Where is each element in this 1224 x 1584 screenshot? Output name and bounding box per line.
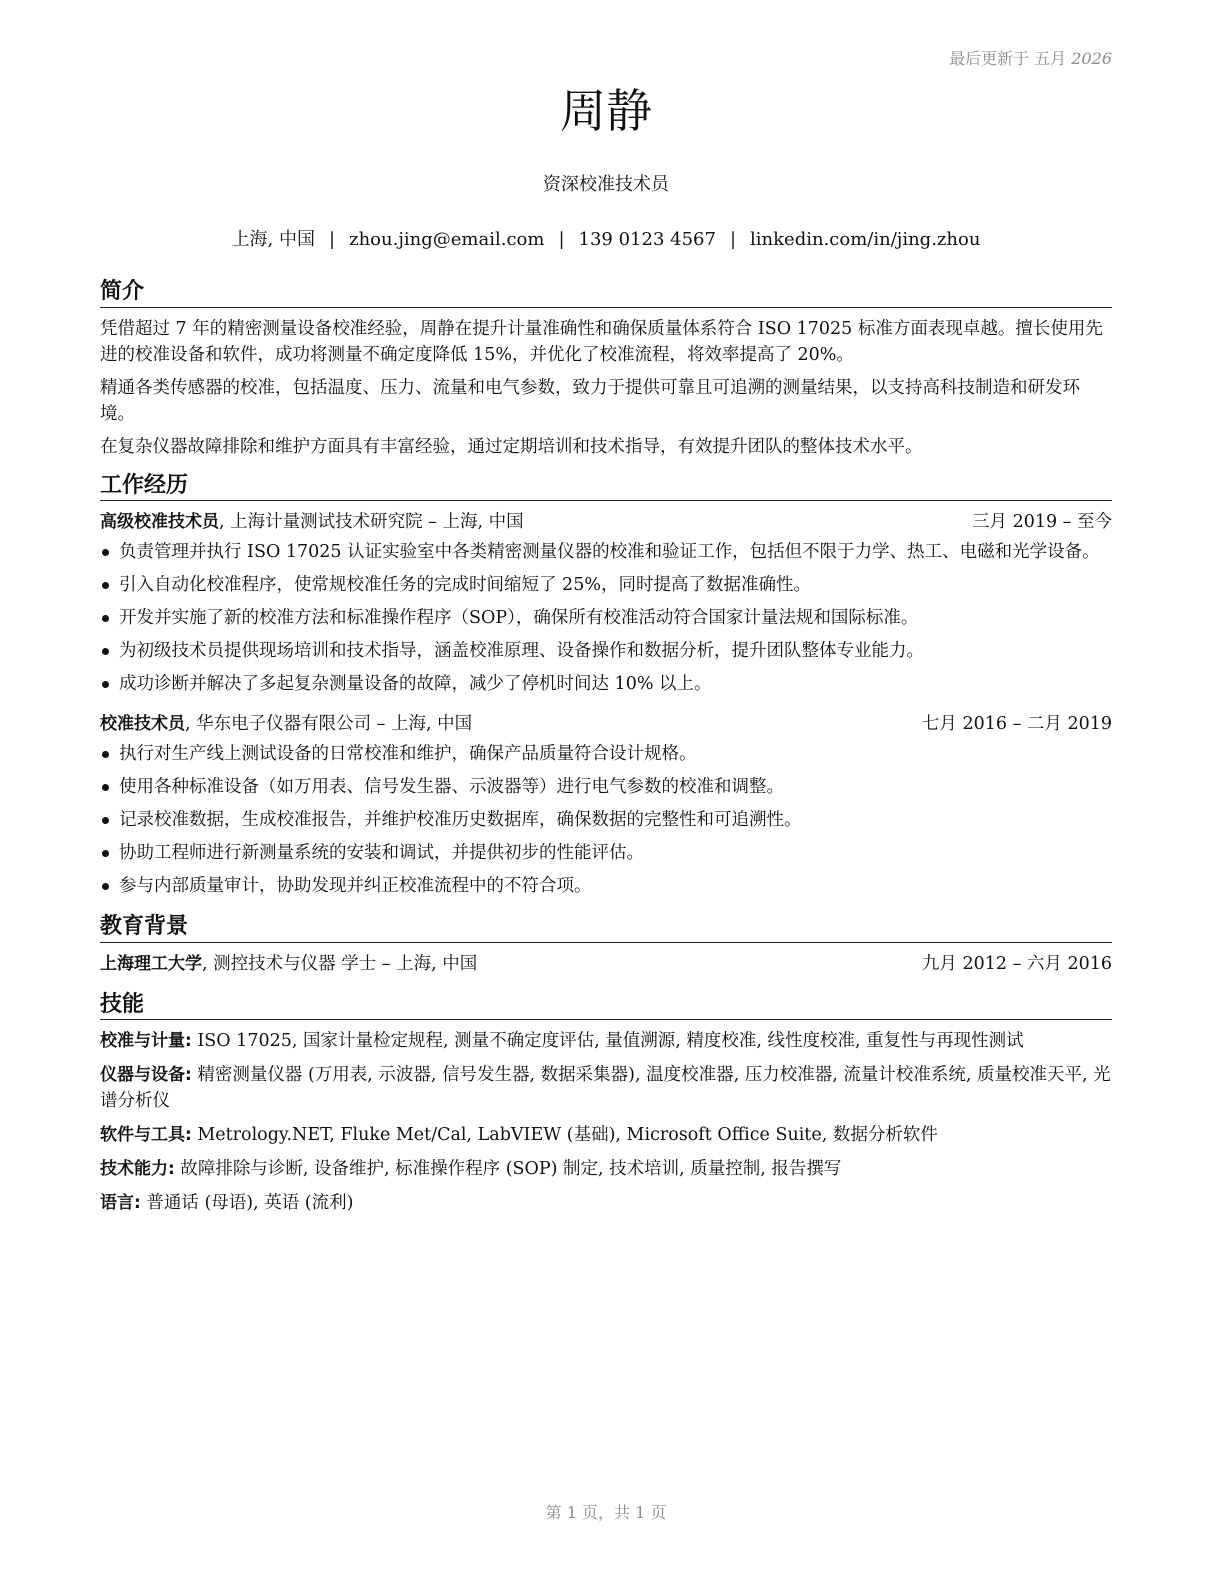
- skill-row: [100, 1190, 1112, 1216]
- job-entry: [100, 711, 1112, 899]
- summary-section: [100, 278, 1112, 460]
- contact-separator: |: [329, 229, 336, 250]
- summary-paragraph: 凭借超过 7 年的精密测量设备校准经验，周静在提升计量准确性和确保质量体系符合 ISO 17025 标准方面表现卓越。擅长使用先进的校准设备和软件，成功将测量不确定度降低 15%，并优化了校准流程，将效率提高了 20%。: [100, 318, 1103, 365]
- job-bullets: [100, 539, 1112, 697]
- candidate-headline: 资深校准技术员: [543, 174, 669, 195]
- job-bullet: 执行对生产线上测试设备的日常校准和维护，确保产品质量符合设计规格。: [100, 741, 1112, 767]
- job-bullets: [100, 741, 1112, 899]
- skills-section: [100, 991, 1112, 1217]
- skill-label: 仪器与设备:: [100, 1065, 192, 1085]
- experience-section: [100, 472, 1112, 900]
- job-role: 校准技术员: [100, 714, 185, 734]
- job-bullet: 参与内部质量审计，协助发现并纠正校准流程中的不符合项。: [100, 873, 1112, 899]
- contact-email[interactable]: zhou.jing@email.com: [349, 229, 545, 250]
- education-header: [100, 951, 1112, 977]
- resume-page: [100, 0, 1112, 1584]
- job-bullet: 记录校准数据，生成校准报告，并维护校准历史数据库，确保数据的完整性和可追溯性。: [100, 807, 1112, 833]
- contact-phone[interactable]: 139 0123 4567: [578, 229, 716, 250]
- job-bullet: 使用各种标准设备（如万用表、信号发生器、示波器等）进行电气参数的校准和调整。: [100, 774, 1112, 800]
- skill-row: [100, 1156, 1112, 1182]
- job-dates: 三月 2019 – 至今: [972, 512, 1112, 532]
- job-bullet: 成功诊断并解决了多起复杂测量设备的故障，减少了停机时间达 10% 以上。: [100, 671, 1112, 697]
- summary-paragraph: 精通各类传感器的校准，包括温度、压力、流量和电气参数，致力于提供可靠且可追溯的测量结果，以支持高科技制造和研发环境。: [100, 377, 1080, 424]
- skill-row: [100, 1122, 1112, 1148]
- job-dates: 七月 2016 – 二月 2019: [921, 714, 1112, 734]
- updated-year: 2026: [1071, 49, 1112, 68]
- contact-linkedin[interactable]: linkedin.com/in/jing.zhou: [750, 229, 981, 250]
- education-detail: , 测控技术与仪器 学士 – 上海, 中国: [202, 953, 478, 974]
- job-bullet: 协助工程师进行新测量系统的安装和调试，并提供初步的性能评估。: [100, 840, 1112, 866]
- contact-location: 上海, 中国: [231, 229, 316, 250]
- page-footer: 第 1 页，共 1 页: [545, 1503, 667, 1522]
- job-title-line: [100, 711, 472, 737]
- skill-label: 校准与计量:: [100, 1031, 192, 1051]
- skill-label: 语言:: [100, 1193, 141, 1213]
- skill-value: Metrology.NET, Fluke Met/Cal, LabVIEW (基础), Microsoft Office Suite, 数据分析软件: [191, 1125, 938, 1145]
- job-entry: [100, 509, 1112, 697]
- education-entry: [100, 951, 1112, 977]
- job-bullet: 负责管理并执行 ISO 17025 认证实验室中各类精密测量仪器的校准和验证工作，包括但不限于力学、热工、电磁和光学设备。: [100, 539, 1112, 565]
- skill-value: 精密测量仪器 (万用表, 示波器, 信号发生器, 数据采集器), 温度校准器, 压力校准器, 流量计校准系统, 质量校准天平, 光谱分析仪: [100, 1065, 1111, 1111]
- section-title-experience: 工作经历: [100, 472, 1112, 502]
- resume-content: [100, 278, 1112, 1228]
- job-bullet: 引入自动化校准程序，使常规校准任务的完成时间缩短了 25%，同时提高了数据准确性。: [100, 572, 1112, 598]
- summary-paragraph: 在复杂仪器故障排除和维护方面具有丰富经验，通过定期培训和技术指导，有效提升团队的整体技术水平。: [100, 436, 923, 457]
- job-bullet: 为初级技术员提供现场培训和技术指导，涵盖校准原理、设备操作和数据分析，提升团队整体专业能力。: [100, 638, 1112, 664]
- job-org: , 华东电子仪器有限公司 – 上海, 中国: [185, 714, 473, 734]
- contact-separator: |: [558, 229, 565, 250]
- skill-label: 技术能力:: [100, 1159, 175, 1179]
- section-title-summary: 简介: [100, 278, 1112, 308]
- job-header: [100, 711, 1112, 737]
- contact-separator: |: [729, 229, 737, 250]
- section-title-skills: 技能: [100, 991, 1112, 1021]
- job-org: , 上海计量测试技术研究院 – 上海, 中国: [219, 512, 524, 532]
- updated-prefix: 最后更新于: [949, 49, 1030, 68]
- candidate-name: 周静: [560, 84, 652, 138]
- skill-row: [100, 1028, 1112, 1054]
- skill-value: 故障排除与诊断, 设备维护, 标准操作程序 (SOP) 制定, 技术培训, 质量控制, 报告撰写: [174, 1159, 842, 1179]
- education-dates: 九月 2012 – 六月 2016: [921, 953, 1112, 974]
- contact-line: [100, 225, 1112, 251]
- job-role: 高级校准技术员: [100, 512, 219, 532]
- updated-month: 五月: [1034, 49, 1067, 68]
- last-updated: [949, 46, 1112, 69]
- education-line: [100, 951, 477, 977]
- skill-row: [100, 1062, 1112, 1114]
- skill-value: 普通话 (母语), 英语 (流利): [140, 1193, 354, 1213]
- job-bullet: 开发并实施了新的校准方法和标准操作程序（SOP），确保所有校准活动符合国家计量法规和国际标准。: [100, 605, 1112, 631]
- skill-value: ISO 17025, 国家计量检定规程, 测量不确定度评估, 量值溯源, 精度校准, 线性度校准, 重复性与再现性测试: [191, 1031, 1024, 1051]
- education-school: 上海理工大学: [100, 953, 202, 974]
- job-header: [100, 509, 1112, 535]
- job-title-line: [100, 509, 524, 535]
- skill-label: 软件与工具:: [100, 1125, 192, 1145]
- education-section: [100, 913, 1112, 977]
- section-title-education: 教育背景: [100, 913, 1112, 943]
